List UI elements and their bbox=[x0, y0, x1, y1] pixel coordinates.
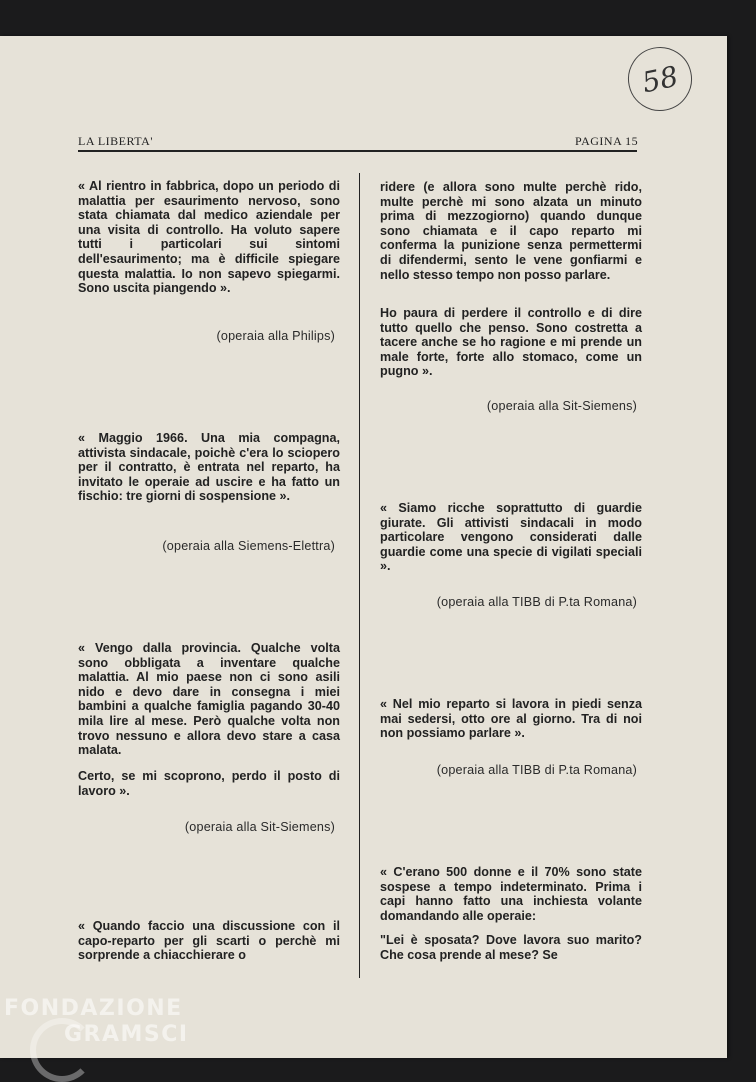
source-sit-siemens-1: (operaia alla Sit-Siemens) bbox=[184, 820, 335, 834]
watermark-line2: GRAMSCI bbox=[64, 1022, 189, 1047]
source-siemens-elettra: (operaia alla Siemens-Elettra) bbox=[162, 539, 335, 553]
testimony-sospese: « C'erano 500 donne e il 70% sono state sospese a tempo indeterminato. Prima i capi hanno fatto una inchiesta volante domandando alle operaie: bbox=[380, 865, 642, 923]
testimony-capo-reparto-cont-2: Ho paura di perdere il controllo e di dire tutto quello che penso. Sono costretta a tacere anche se ho ragione e mi prende un male forte, forte allo stomaco, come un pugno ». bbox=[380, 306, 642, 379]
testimony-capo-reparto-cont: ridere (e allora sono multe perchè rido, multe perchè mi sono alzata un minuto prima di mezzogiorno) quando dunque sono chiamata e il capo reparto mi conferma la punizione senza permettermi di difendermi, sento le vene gonfiarmi e nello stesso tempo non posso parlare. bbox=[380, 180, 642, 282]
testimony-tibb-guardie: « Siamo ricche soprattutto di guardie giurate. Gli attivisti sindacali in modo particolare vengono considerati dalle guardie come una specie di vigilati speciali ». bbox=[380, 501, 642, 574]
testimony-siemens-elettra: « Maggio 1966. Una mia compagna, attivista sindacale, poichè c'era lo sciopero per il contratto, è entrata nel reparto, ha invitato le operaie ad uscire e ha fatto un fischio: tre giorni di sospensione ». bbox=[78, 431, 340, 504]
source-tibb-2: (operaia alla TIBB di P.ta Romana) bbox=[436, 763, 637, 777]
handwritten-page-number: 58 bbox=[622, 41, 698, 117]
testimony-capo-reparto: « Quando faccio una discussione con il capo-reparto per gli scarti o perchè mi sorprende a chiacchierare o bbox=[78, 919, 340, 963]
testimony-philips: « Al rientro in fabbrica, dopo un periodo di malattia per esaurimento nervoso, sono stata chiamata dal medico aziendale per una visita di controllo. Ha voluto sapere tutti i particolari sui sintomi dell'esaurimento; ma è difficile spiegare questa malattia. Io non sapevo spiegarmi. Sono uscita piangendo ». bbox=[78, 179, 340, 296]
testimony-sit-siemens-1-cont: Certo, se mi scoprono, perdo il posto di lavoro ». bbox=[78, 769, 340, 798]
watermark bbox=[4, 996, 189, 1048]
testimony-tibb-reparto: « Nel mio reparto si lavora in piedi senza mai sedersi, otto ore al giorno. Tra di noi non possiamo parlare ». bbox=[380, 697, 642, 741]
column-divider bbox=[359, 173, 360, 978]
watermark-line1: FONDAZIONE bbox=[4, 996, 183, 1021]
source-sit-siemens-2: (operaia alla Sit-Siemens) bbox=[486, 399, 637, 413]
header-rule bbox=[78, 150, 637, 152]
source-philips: (operaia alla Philips) bbox=[216, 329, 335, 343]
source-tibb-1: (operaia alla TIBB di P.ta Romana) bbox=[436, 595, 637, 609]
running-head-title: LA LIBERTA' bbox=[78, 134, 153, 148]
running-head-page: PAGINA 15 bbox=[575, 134, 639, 148]
testimony-sit-siemens-1: « Vengo dalla provincia. Qualche volta sono obbligata a inventare qualche malattia. Al mio paese non ci sono asili nido e devo dare in consegna i miei bambini a qualche famiglia pagando 30-40 mila lire al mese. Però qualche volta non trovo nessuno e allora devo stare a casa malata. bbox=[78, 641, 340, 758]
testimony-sospese-cont: "Lei è sposata? Dove lavora suo marito? Che cosa prende al mese? Se bbox=[380, 933, 642, 962]
